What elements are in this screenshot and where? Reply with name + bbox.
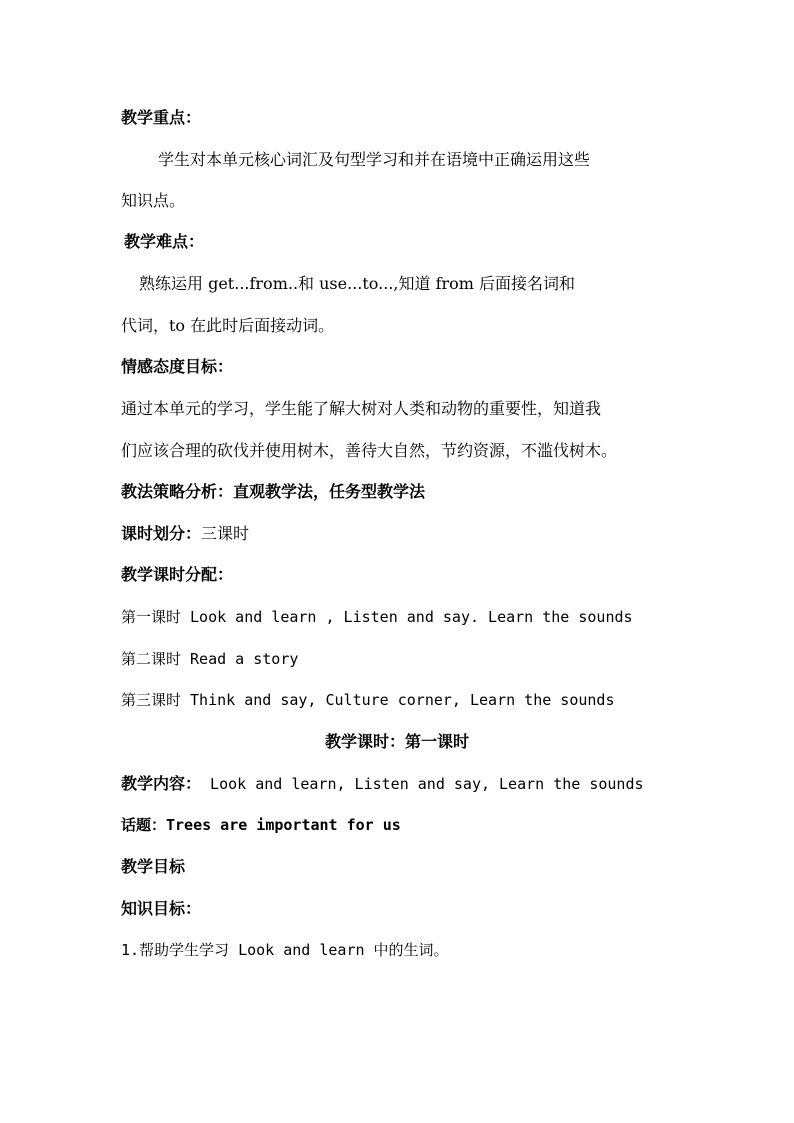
content-label: 教学内容： [121, 774, 202, 793]
emotion-line-2: 们应该合理的砍伐并使用树木，善待大自然，节约资源，不滥伐树木。 [121, 441, 618, 460]
period-3: 第三课时 Think and say, Culture corner, Learn the sounds [121, 691, 615, 709]
periods-value: 三课时 [201, 524, 250, 543]
focus-line-1: 学生对本单元核心词汇及句型学习和并在语境中正确运用这些 [158, 150, 591, 169]
objectives-heading: 教学目标 [121, 857, 186, 876]
period-2: 第二课时 Read a story [121, 650, 299, 668]
topic-line: 话题：Trees are important for us [121, 816, 401, 834]
focus-line-2: 知识点。 [121, 191, 186, 210]
knowledge-heading: 知识目标： [121, 899, 202, 918]
strategy-line: 教法策略分析：直观教学法，任务型教学法 [121, 482, 426, 501]
period-1: 第一课时 Look and learn , Listen and say. Learn the sounds [121, 608, 633, 626]
difficulty-heading: 教学难点： [124, 232, 205, 251]
lesson-title: 教学课时：第一课时 [324, 732, 469, 751]
difficulty-line-2: 代词，to 在此时后面接动词。 [121, 316, 335, 335]
periods-label: 课时划分： [121, 524, 202, 543]
periods-line [121, 523, 681, 545]
allocation-heading: 教学课时分配： [121, 565, 234, 584]
emotion-line-1: 通过本单元的学习，学生能了解大树对人类和动物的重要性，知道我 [121, 399, 602, 418]
knowledge-item-1: 1.帮助学生学习 Look and learn 中的生词。 [121, 941, 449, 959]
difficulty-line-1: 熟练运用 get...from..和 use...to...,知道 from 后面接名词和 [139, 274, 576, 293]
content-value: Look and learn, Listen and say, Learn the sounds [201, 775, 644, 793]
focus-heading: 教学重点： [121, 108, 202, 127]
emotion-heading: 情感态度目标： [121, 357, 234, 376]
content-line [121, 773, 691, 795]
